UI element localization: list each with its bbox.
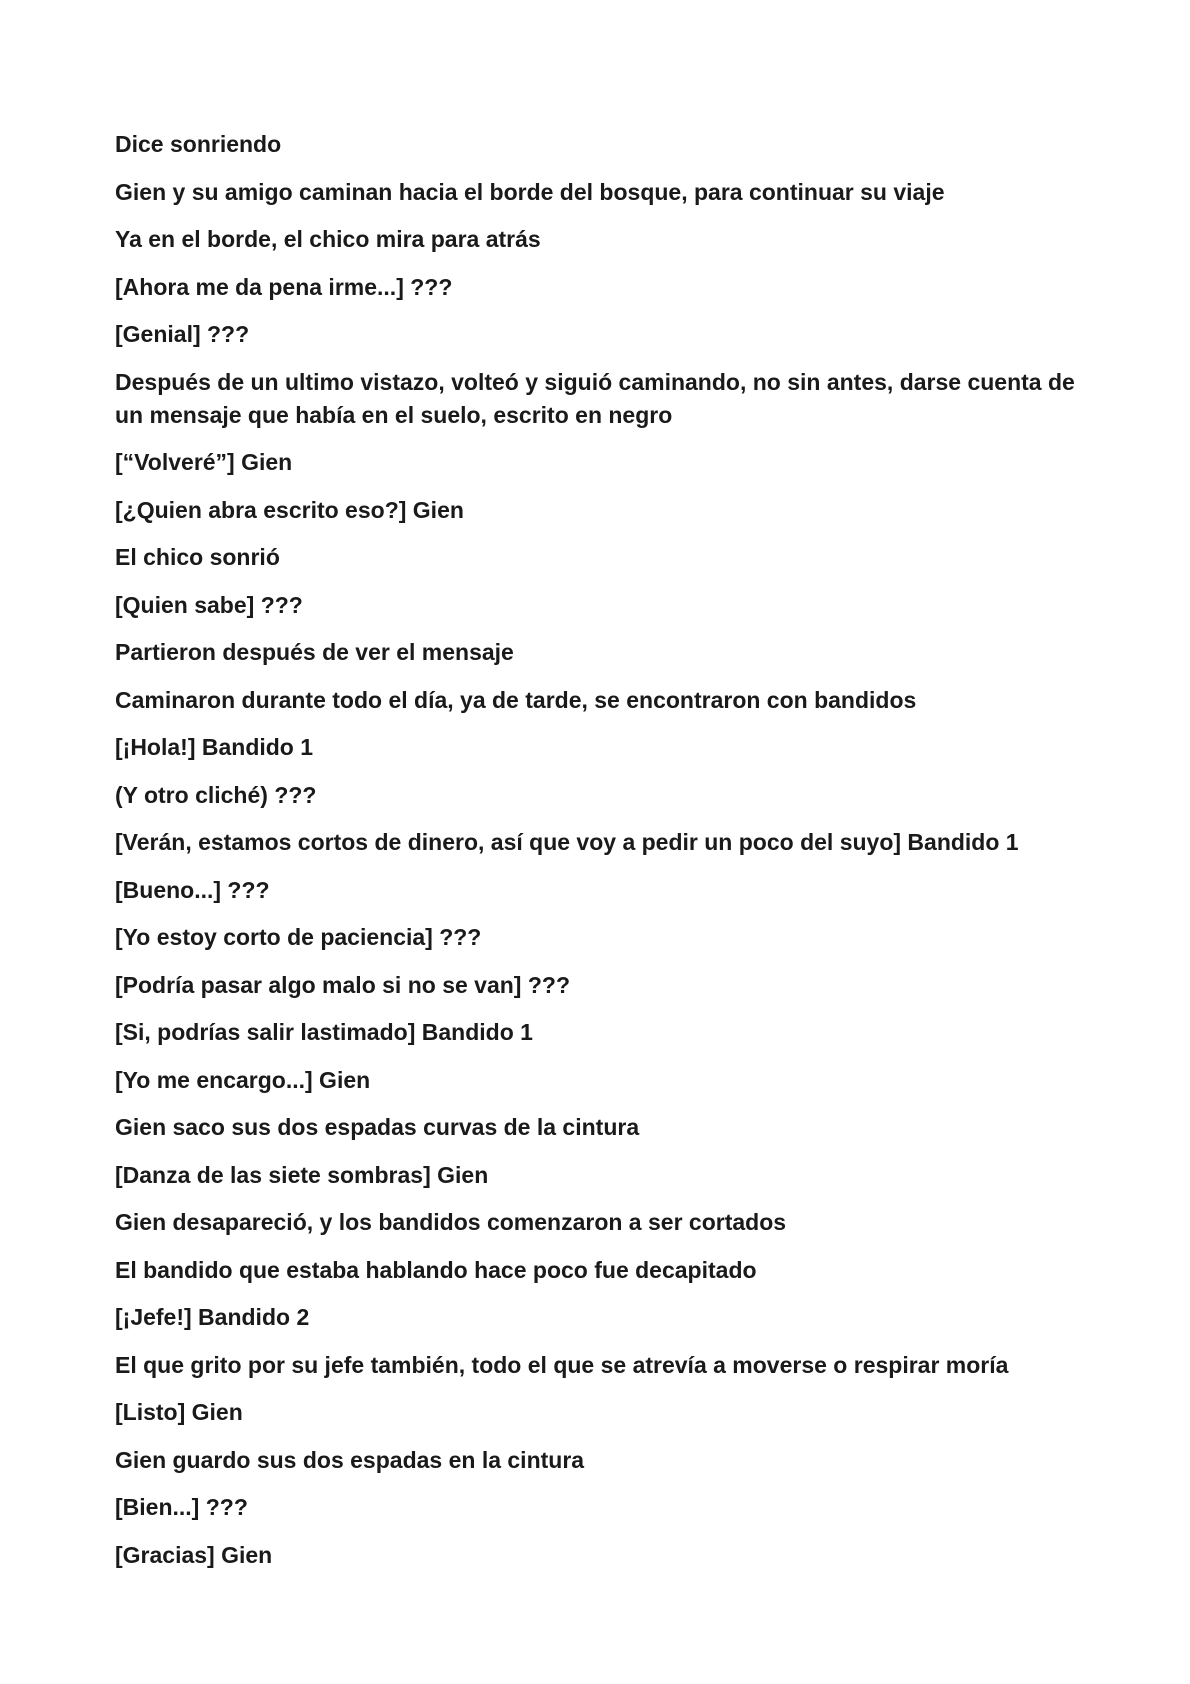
paragraph: [Bien...] ??? <box>115 1494 248 1520</box>
paragraph: Gien desapareció, y los bandidos comenzaron a ser cortados <box>115 1209 787 1235</box>
paragraph: Gien y su amigo caminan hacia el borde del bosque, para continuar su viaje <box>115 178 945 205</box>
paragraph: Gien saco sus dos espadas curvas de la cintura <box>115 1114 640 1140</box>
paragraph: Después de un ultimo vistazo, volteó y siguió caminando, no sin antes, darse cuenta de un mensaje que había en el suelo, escrito en negro <box>115 368 1075 428</box>
paragraph: [Listo] Gien <box>115 1399 243 1425</box>
paragraph: Caminaron durante todo el día, ya de tarde, se encontraron con bandidos <box>115 686 917 713</box>
paragraph: [¡Hola!] Bandido 1 <box>115 734 314 760</box>
paragraph: Gien guardo sus dos espadas en la cintura <box>115 1446 585 1473</box>
paragraph: El que grito por su jefe también, todo el que se atrevía a moverse o respirar moría <box>115 1351 1009 1378</box>
paragraph: [Bueno...] ??? <box>115 876 270 903</box>
paragraph: Dice sonriendo <box>115 131 282 157</box>
paragraph: [Ahora me da pena irme...] ??? <box>115 273 453 300</box>
paragraph: [“Volveré”] Gien <box>115 449 293 475</box>
paragraph: [Yo estoy corto de paciencia] ??? <box>115 924 482 950</box>
paragraph: [Danza de las siete sombras] Gien <box>115 1161 489 1188</box>
paragraph: [Yo me encargo...] Gien <box>115 1066 371 1093</box>
paragraph: El bandido que estaba hablando hace poco fue decapitado <box>115 1256 757 1283</box>
paragraph: [Podría pasar algo malo si no se van] ??? <box>115 971 570 998</box>
paragraph: [Verán, estamos cortos de dinero, así que voy a pedir un poco del suyo] Bandido 1 <box>115 829 1019 855</box>
paragraph: [Genial] ??? <box>115 321 250 347</box>
paragraph: [Si, podrías salir lastimado] Bandido 1 <box>115 1019 533 1045</box>
paragraph: (Y otro cliché) ??? <box>115 781 317 808</box>
paragraph: Ya en el borde, el chico mira para atrás <box>115 226 541 252</box>
paragraph: [Quien sabe] ??? <box>115 591 303 618</box>
paragraph: [¡Jefe!] Bandido 2 <box>115 1304 310 1330</box>
paragraph: [Gracias] Gien <box>115 1541 273 1568</box>
paragraph: El chico sonrió <box>115 544 280 570</box>
paragraph: Partieron después de ver el mensaje <box>115 639 514 665</box>
paragraph: [¿Quien abra escrito eso?] Gien <box>115 496 464 523</box>
document-body <box>115 128 1075 1586</box>
